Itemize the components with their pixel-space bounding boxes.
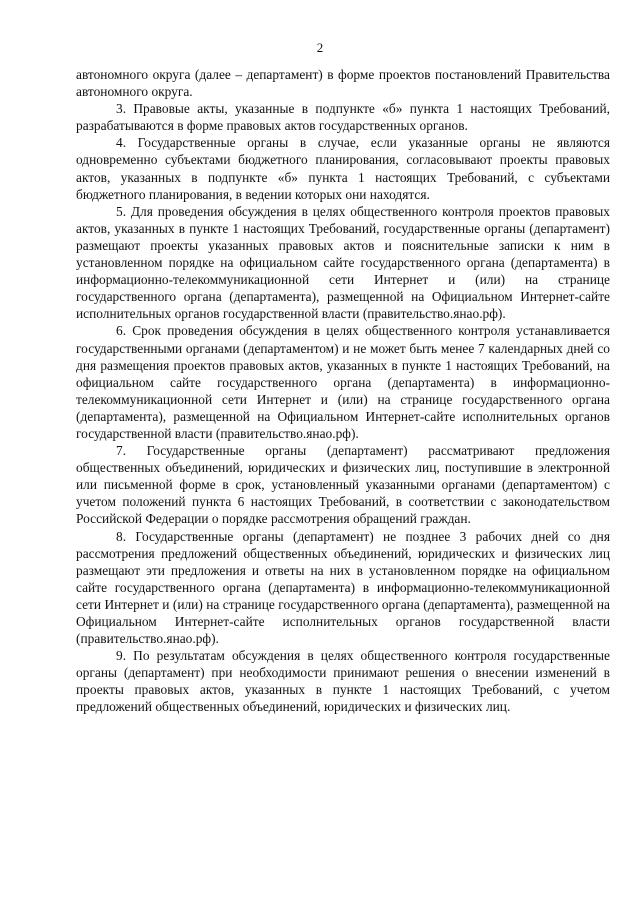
paragraph-9: 9. По результатам обсуждения в целях общественного контроля государственные органы (департамент) при необходимости принимают решения о внесении изменений в проекты правовых актов, указанных в пункте 1 настоящих Требований, с учетом предложений общественных объединений, юридических и физических лиц.: [76, 648, 610, 715]
page-number: 2: [316, 40, 324, 55]
paragraph-6: 6. Срок проведения обсуждения в целях общественного контроля устанавливается государственными органами (департаментом) и не может быть менее 7 календарных дней со дня размещения проектов правовых актов, указанных в пункте 1 настоящих Требований, на официальном сайте государственного органа (департамента) в информационно-телекоммуникационной сети Интернет и (или) на странице государственного органа (департамента), размещенной на Официальном Интернет-сайте исполнительных органов государственной власти (правительство.янао.рф).: [76, 323, 610, 441]
paragraph-continuation: автономного округа (далее – департамент) в форме проектов постановлений Правительства автономного округа.: [76, 67, 610, 100]
paragraph-4: 4. Государственные органы в случае, если указанные органы не являются одновременно субъектами бюджетного планирования, согласовывают проекты правовых актов, указанных в подпункте «б» пункта 1 настоящих Требований, с субъектами бюджетного планирования, в ведении которых они находятся.: [76, 135, 610, 202]
paragraph-3: 3. Правовые акты, указанные в подпункте «б» пункта 1 настоящих Требований, разрабатываются в форме правовых актов государственных органов.: [76, 101, 610, 134]
paragraph-7: 7. Государственные органы (департамент) рассматривают предложения общественных объединений, юридических и физических лиц, поступившие в электронной или письменной форме в срок, установленный указанными органами (департаментом) с учетом положений пункта 6 настоящих Требований, в соответствии с законодательством Российской Федерации о порядке рассмотрения обращений граждан.: [76, 443, 610, 527]
paragraph-5: 5. Для проведения обсуждения в целях общественного контроля проектов правовых актов, указанных в пункте 1 настоящих Требований, государственные органы (департамент) размещают проекты указанных правовых актов и пояснительные записки к ним в установленном порядке на официальном сайте государственного органа (департамента) в информационно-телекоммуникационной сети Интернет и (или) на странице государственного органа (департамента), размещенной на Официальном Интернет-сайте исполнительных органов государственной власти (правительство.янао.рф).: [76, 203, 610, 322]
paragraph-8: 8. Государственные органы (департамент) не позднее 3 рабочих дней со дня рассмотрения предложений общественных объединений, юридических и физических лиц размещают эти предложения и ответы на них в установленном порядке на официальном сайте государственного органа (департамента) в информационно-телекоммуникационной сети Интернет и (или) на странице государственного органа (департамента), размещенной на Официальном Интернет-сайте исполнительных органов государственной власти (правительство.янао.рф).: [76, 528, 610, 647]
document-body: [76, 66, 610, 716]
